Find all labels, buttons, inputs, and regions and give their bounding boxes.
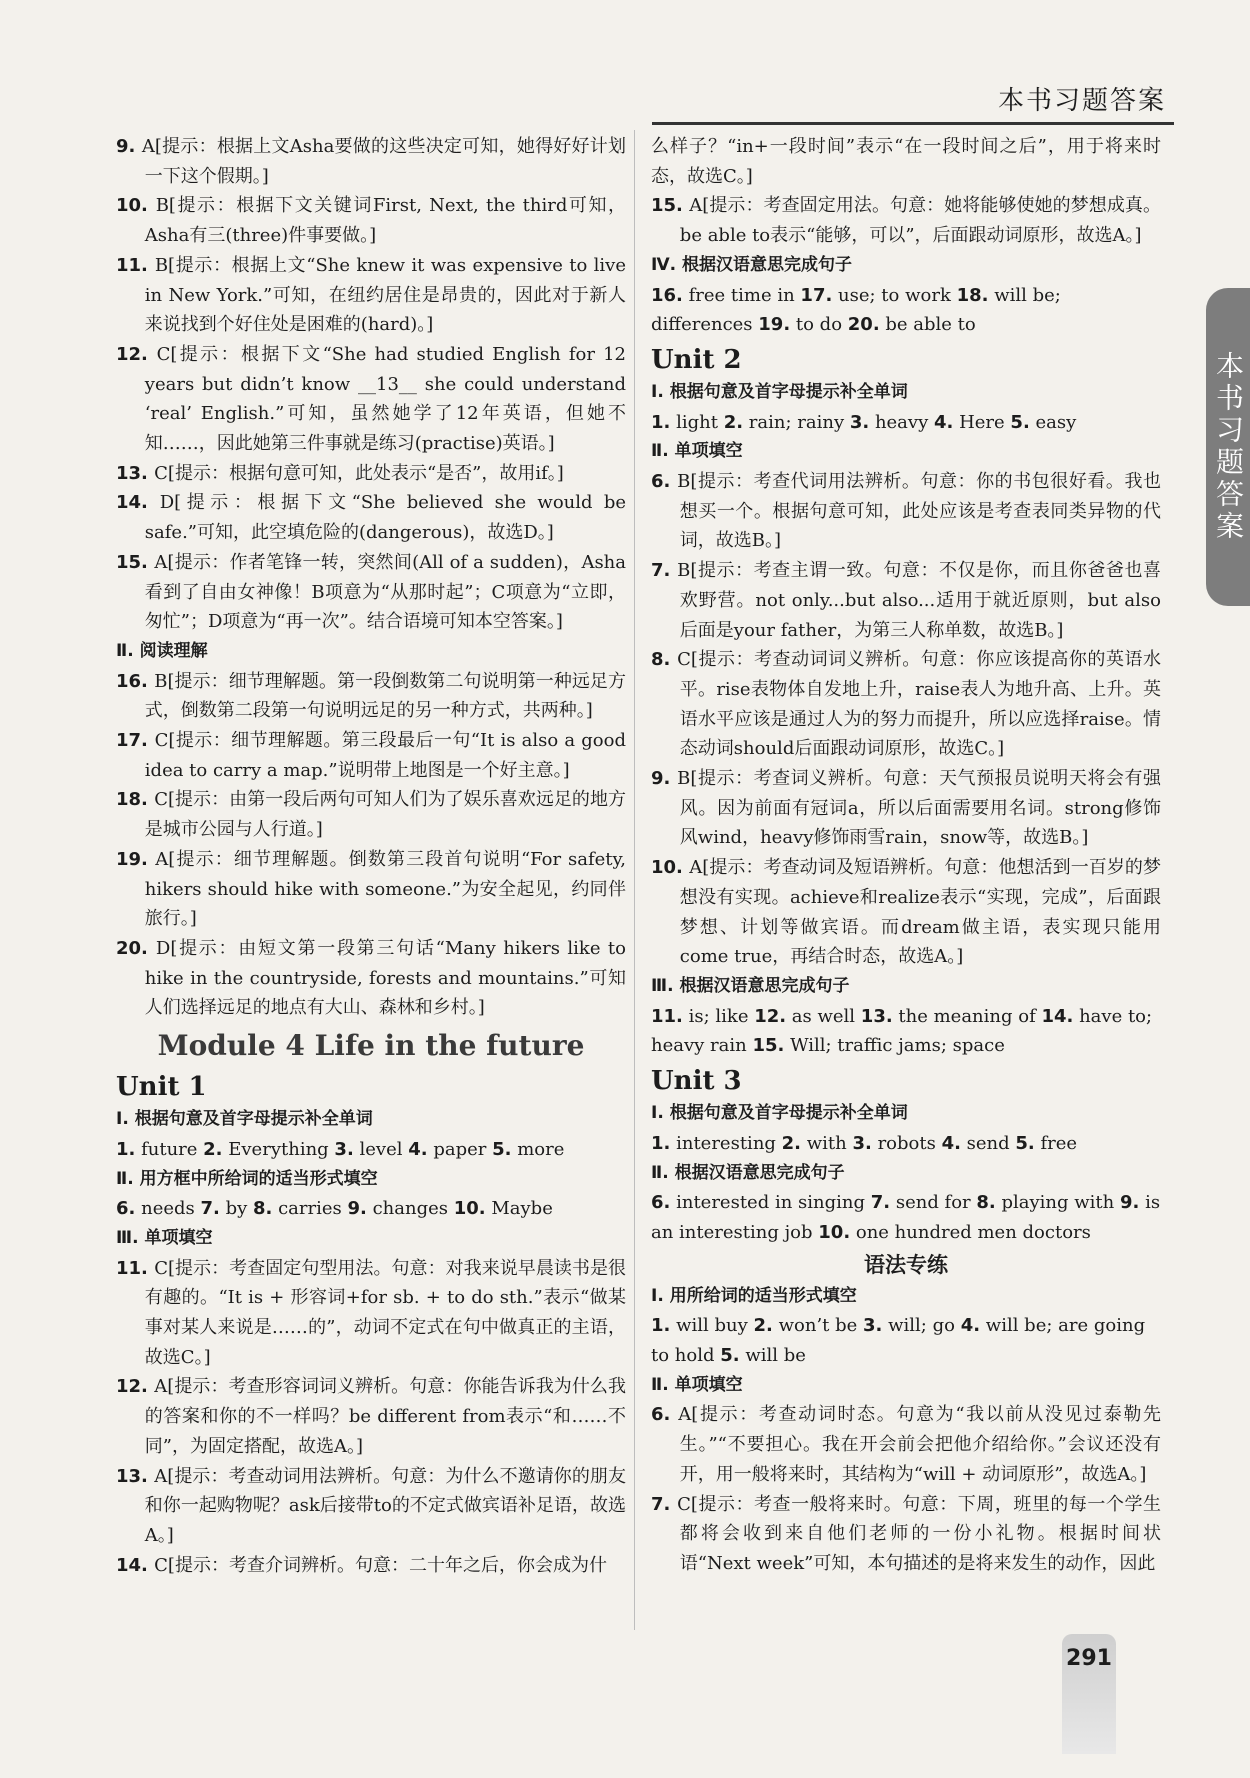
- page-number-tab: [1062, 1634, 1116, 1754]
- answer-line: 16. free time in 17. use; to work 18. will be; differences 19. to do 20. be able to: [651, 284, 1061, 336]
- answer-item: [651, 191, 1161, 250]
- item-text: A[提示：细节理解题。倒数第三段首句说明“For safety, hikers should hike with someone.”为安全起见，约同伴旅行。]: [144, 848, 626, 930]
- item-text: B[提示：考查词义辨析。句意：天气预报员说明天将会有强风。因为前面有冠词a，所以后面需要用名词。strong修饰风wind，heavy修饰雨雪rain，snow等，故选B。]: [677, 768, 1161, 849]
- item-text: A[提示：考查动词时态。句意为“我以前从没见过泰勒先生。”“不要担心。我在开会前会把他介绍给你。”会议还没有开，用一般将来时，其结构为“will + 动词原形”，故选A。]: [678, 1404, 1161, 1485]
- item-text: D[提示：根据下文“She believed she would be safe.”可知，此空填危险的(dangerous)，故选D。]: [144, 492, 627, 544]
- answer-line: 1. light 2. rain; rainy 3. heavy 4. Here 5. easy: [651, 411, 1077, 433]
- answer-item: [116, 1551, 626, 1581]
- answer-item-continued: 么样子？“in+一段时间”表示“在一段时间之后”，用于将来时态，故选C。]: [651, 136, 1161, 187]
- section-heading: Ⅱ. 阅读理解: [116, 640, 208, 661]
- section-heading: Ⅱ. 单项填空: [651, 441, 743, 462]
- answer-item: [116, 1372, 626, 1461]
- answer-line: 6. interested in singing 7. send for 8. playing with 9. is an interesting job 10. one hundred men doctors: [651, 1192, 1161, 1243]
- answer-item: [116, 488, 626, 547]
- item-text: D[提示：由短文第一段第三句话“Many hikers like to hike in the countryside, forests and mountains.”可知人们选择远足的地点有大山、森林和乡村。]: [144, 937, 626, 1019]
- answer-line: 1. future 2. Everything 3. level 4. paper 5. more: [116, 1138, 565, 1160]
- item-text: A[提示：考查动词及短语辨析。句意：他想活到一百岁的梦想没有实现。achieve和realize表示“实现，完成”，后面跟梦想、计划等做宾语。而dream做主语，表实现只能用come true，再结合时态，故选A。]: [679, 857, 1161, 968]
- item-text: A[提示：考查形容词词义辨析。句意：你能告诉我为什么我的答案和你的不一样吗？be different from表示“和……不同”，为固定搭配，故选A。]: [144, 1376, 626, 1457]
- item-number: 14.: [116, 492, 160, 514]
- item-number: 6.: [651, 471, 678, 493]
- item-text: C[提示：由第一段后两句可知人们为了娱乐喜欢远足的地方是城市公园与人行道。]: [144, 789, 627, 841]
- item-number: 17.: [116, 730, 155, 752]
- section-heading: Ⅰ. 根据句意及首字母提示补全单词: [651, 381, 908, 402]
- item-text: B[提示：根据下文关键词First, Next, the third可知，Asha有三(three)件事要做。]: [144, 195, 627, 247]
- section-heading: Ⅱ. 根据汉语意思完成句子: [651, 1162, 845, 1183]
- answer-item: [651, 645, 1161, 764]
- item-number: 12.: [116, 343, 157, 365]
- item-number: 13.: [116, 1465, 155, 1487]
- answer-item: [651, 1490, 1161, 1579]
- item-number: 6.: [651, 1404, 679, 1426]
- answer-item: [116, 845, 626, 934]
- item-text: A[提示：考查固定用法。句意：她将能够使她的梦想成真。be able to表示“能够，可以”，后面跟动词原形，故选A。]: [679, 195, 1161, 247]
- item-text: B[提示：考查代词用法辨析。句意：你的书包很好看。我也想买一个。根据句意可知，此处应该是考查表同类异物的代词，故选B。]: [677, 471, 1161, 552]
- answer-item: [116, 726, 626, 785]
- left-column: [116, 132, 626, 1580]
- answer-line: 6. needs 7. by 8. carries 9. changes 10. Maybe: [116, 1198, 553, 1220]
- item-text: C[提示：考查介词辨析。句意：二十年之后，你会成为什: [154, 1554, 607, 1576]
- item-text: B[提示：细节理解题。第一段倒数第二句说明第一种远足方式，倒数第二段第一句说明远足的另一种方式，共两种。]: [144, 670, 626, 722]
- item-number: 16.: [116, 670, 155, 692]
- unit-title: Unit 3: [651, 1066, 742, 1097]
- answer-line: 1. will buy 2. won’t be 3. will; go 4. will be; are going to hold 5. will be: [651, 1315, 1146, 1367]
- item-number: 19.: [116, 848, 156, 870]
- answer-item: [651, 853, 1161, 972]
- answer-item: [116, 785, 626, 844]
- answer-item: [116, 132, 626, 191]
- section-heading: Ⅲ. 根据汉语意思完成句子: [651, 975, 850, 996]
- right-column: [651, 132, 1161, 1579]
- page-number: 291: [1066, 1646, 1112, 1671]
- grammar-section-title: 语法专练: [864, 1252, 948, 1277]
- unit-title: Unit 1: [116, 1072, 207, 1103]
- item-text: C[提示：考查固定句型用法。句意：对我来说早晨读书是很有趣的。“It is + 形容词+for sb. + to do sth.”表示“做某事对某人来说是……的”，动词不定式在句中做真正的主语，故选C。]: [144, 1257, 627, 1368]
- answer-item: [116, 340, 626, 459]
- answer-line: 11. is; like 12. as well 13. the meaning of 14. have to; heavy rain 15. Will; traffic jams; space: [651, 1005, 1153, 1057]
- answer-item: [116, 548, 626, 637]
- answer-item: [116, 1254, 626, 1373]
- item-text: C[提示：考查一般将来时。句意：下周，班里的每一个学生都将会收到来自他们老师的一份小礼物。根据时间状语“Next week”可知，本句描述的是将来发生的动作，因此: [677, 1493, 1161, 1574]
- answer-item: [116, 191, 626, 250]
- item-number: 18.: [116, 789, 155, 811]
- item-text: B[提示：根据上文“She knew it was expensive to live in New York.”可知，在纽约居住是昂贵的，因此对于新人来说找到个好住处是困难的(hard)。]: [144, 254, 627, 336]
- section-heading: Ⅱ. 用方框中所给词的适当形式填空: [116, 1168, 378, 1189]
- answer-item: [116, 251, 626, 340]
- item-text: C[提示：细节理解题。第三段最后一句“It is also a good idea to carry a map.”说明带上地图是一个好主意。]: [144, 730, 626, 781]
- item-number: 15.: [651, 195, 690, 217]
- item-text: C[提示：考查动词词义辨析。句意：你应该提高你的英语水平。rise表物体自发地上升，raise表人为地升高、上升。英语水平应该是通过人为的努力而提升，所以应选择raise。情态动词should后面跟动词原形，故选C。]: [677, 649, 1161, 760]
- section-heading: Ⅰ. 用所给词的适当形式填空: [651, 1285, 857, 1306]
- item-number: 13.: [116, 462, 155, 484]
- answer-item: [116, 667, 626, 726]
- item-text: A[提示：作者笔锋一转，突然间(All of a sudden)，Asha看到了自由女神像！B项意为“从那时起”；C项意为“立即，匆忙”；D项意为“再一次”。结合语境可知本空答案。]: [144, 551, 627, 633]
- section-heading: Ⅰ. 根据句意及首字母提示补全单词: [651, 1103, 908, 1124]
- item-number: 14.: [116, 1554, 155, 1576]
- item-number: 12.: [116, 1376, 155, 1398]
- item-text: A[提示：考查动词用法辨析。句意：为什么不邀请你的朋友和你一起购物呢？ask后接带to的不定式做宾语补足语，故选A。]: [144, 1465, 626, 1546]
- header-rule: [652, 122, 1174, 125]
- answer-item: [651, 1400, 1161, 1489]
- section-heading: Ⅳ. 根据汉语意思完成句子: [651, 254, 853, 275]
- item-text: C[提示：根据句意可知，此处表示“是否”，故用if。]: [154, 462, 564, 484]
- side-tab: 本书习题答案: [1206, 288, 1250, 606]
- page-header-title: 本书习题答案: [997, 86, 1166, 116]
- item-number: 10.: [651, 857, 690, 879]
- item-number: 7.: [651, 1493, 678, 1515]
- answer-item: [651, 556, 1161, 645]
- answer-item: [116, 459, 626, 489]
- answer-item: [651, 467, 1161, 556]
- item-text: A[提示：根据上文Asha要做的这些决定可知，她得好好计划一下这个假期。]: [141, 136, 626, 187]
- answer-item: [116, 934, 626, 1023]
- item-number: 9.: [116, 136, 142, 157]
- answer-line: 1. interesting 2. with 3. robots 4. send 5. free: [651, 1132, 1078, 1154]
- item-number: 8.: [651, 649, 678, 671]
- item-number: 11.: [116, 254, 155, 276]
- answer-item: [651, 764, 1161, 853]
- unit-title: Unit 2: [651, 344, 742, 375]
- item-number: 10.: [116, 195, 156, 217]
- item-number: 11.: [116, 1257, 155, 1279]
- item-text: C[提示：根据下文“She had studied English for 12 years but didn’t know __13__ she could understand ‘real’ English.”可知，虽然她学了12年英语，但她不知……，因此她第三件事就是练习(practise)英语。]: [144, 343, 626, 455]
- item-number: 15.: [116, 551, 155, 573]
- answer-item: [116, 1462, 626, 1551]
- section-heading: Ⅲ. 单项填空: [116, 1227, 213, 1248]
- module-title: Module 4 Life in the future: [157, 1029, 585, 1063]
- section-heading: Ⅰ. 根据句意及首字母提示补全单词: [116, 1109, 373, 1130]
- item-text: B[提示：考查主谓一致。句意：不仅是你，而且你爸爸也喜欢野营。not only...but also...适用于就近原则，but also后面是your father，为第三人称单数，故选B。]: [677, 560, 1161, 641]
- item-number: 7.: [651, 560, 678, 582]
- item-number: 9.: [651, 768, 678, 790]
- section-heading: Ⅱ. 单项填空: [651, 1374, 743, 1395]
- column-divider: [634, 130, 635, 1630]
- item-number: 20.: [116, 937, 156, 959]
